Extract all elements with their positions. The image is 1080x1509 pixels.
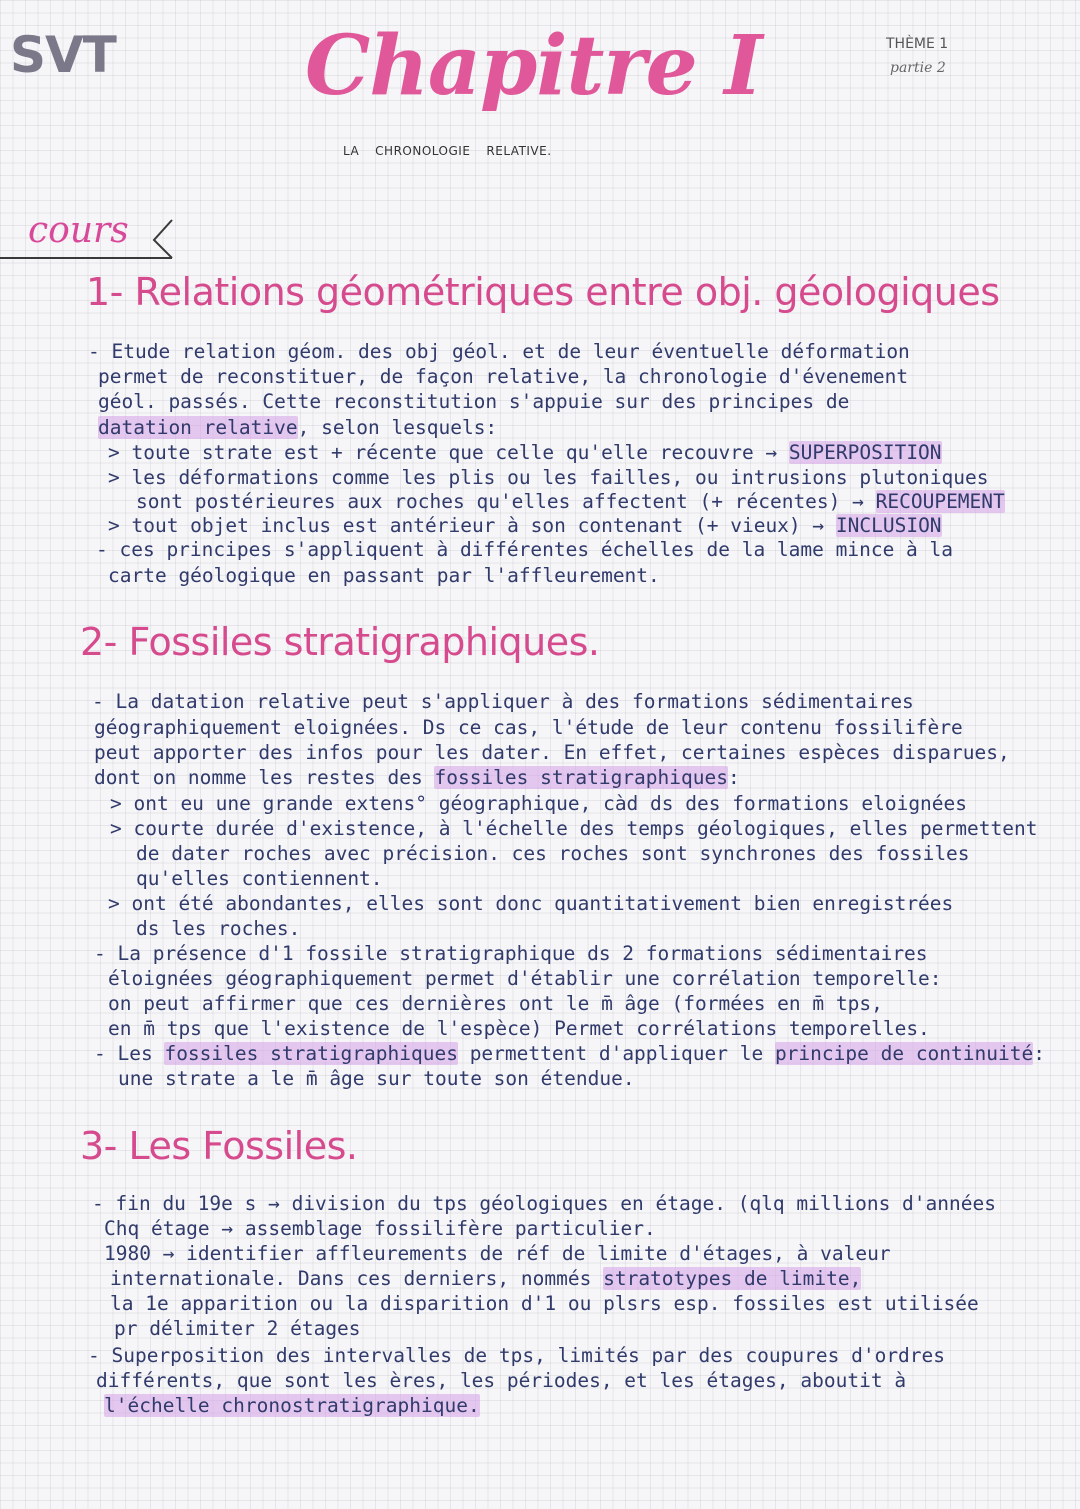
section-2-line [94, 766, 740, 790]
section-2-line: - La datation relative peut s'appliquer à des formations sédimentaires [92, 690, 914, 713]
section-2-line: de dater roches avec précision. ces roches sont synchrones des fossiles [136, 842, 970, 865]
subtitle-word: RELATIVE. [486, 144, 552, 158]
chapter-title: Chapitre I [305, 18, 762, 114]
text-fragment: : [727, 766, 740, 789]
subject-label: SVT [10, 26, 116, 84]
text-fragment: - Les [94, 1042, 165, 1065]
section-1-line [136, 490, 1005, 514]
section-1-line: permet de reconstituer, de façon relative, la chronologie d'évenement [98, 365, 909, 388]
text-fragment: > tout objet inclus est antérieur à son contenant (+ vieux) → [108, 514, 836, 537]
section-3-line: Chq étage → assemblage fossilifère particulier. [104, 1217, 656, 1240]
subtitle-word: CHRONOLOGIE [375, 144, 471, 158]
text-fragment: : [1033, 1042, 1045, 1065]
section-2-line: qu'elles contiennent. [136, 867, 383, 890]
section-2-line: peut apporter des infos pour les dater. En effet, certaines espèces disparues, [94, 741, 1010, 764]
cours-underline [0, 257, 172, 259]
highlight-fossiles-stratigraphiques: fossiles stratigraphiques [434, 766, 728, 789]
section-1-line: - Etude relation géom. des obj géol. et de leur éventuelle déformation [88, 340, 910, 363]
text-fragment: > toute strate est + récente que celle qu'elle recouvre → [108, 441, 789, 464]
highlight-inclusion: INCLUSION [835, 514, 942, 537]
section-2-line: > ont eu une grande extens° géographique, càd ds des formations eloignées [110, 792, 968, 815]
section-3-line [104, 1394, 480, 1418]
highlight-datation-relative: datation relative [98, 416, 298, 439]
section-2-line: éloignées géographiquement permet d'établir une corrélation temporelle: [108, 967, 942, 990]
section-3-line [110, 1267, 861, 1291]
section-2-line [94, 1042, 1045, 1066]
text-fragment: internationale. Dans ces derniers, nommés [110, 1267, 604, 1290]
theme-part-label: partie 2 [890, 60, 946, 76]
section-1-line: carte géologique en passant par l'affleurement. [108, 564, 660, 587]
section-3-title: 3- Les Fossiles. [80, 1124, 358, 1168]
section-1-line: > les déformations comme les plis ou les failles, ou intrusions plutoniques [108, 466, 989, 489]
theme-label: THÈME 1 [886, 36, 949, 52]
highlight-principe-continuite: principe de continuité [774, 1042, 1034, 1065]
section-3-line: pr délimiter 2 étages [114, 1317, 361, 1340]
section-1-line: géol. passés. Cette reconstitution s'appuie sur des principes de [98, 390, 850, 413]
text-fragment: permettent d'appliquer le [457, 1042, 775, 1065]
subtitle-word: LA [343, 144, 360, 158]
section-2-line: > courte durée d'existence, à l'échelle des temps géologiques, elles permettent [110, 817, 1038, 840]
text-fragment: , selon lesquels: [297, 416, 498, 439]
section-2-line: ds les roches. [136, 917, 301, 940]
section-3-line: - fin du 19e s → division du tps géologiques en étage. (qlq millions d'années [92, 1192, 996, 1215]
highlight-recoupement: RECOUPEMENT [875, 490, 1005, 513]
section-1-line [98, 416, 497, 440]
highlight-fossiles-stratigraphiques: fossiles stratigraphiques [164, 1042, 458, 1065]
section-2-line: en m̄ tps que l'existence de l'espèce) Permet corrélations temporelles. [108, 1017, 930, 1040]
section-2-line: - La présence d'1 fossile stratigraphique ds 2 formations sédimentaires [94, 942, 928, 965]
cours-label: cours [28, 210, 129, 251]
highlight-stratotypes: stratotypes de limite, [603, 1267, 862, 1290]
chapter-subtitle [343, 144, 568, 158]
text-fragment: sont postérieures aux roches qu'elles affectent (+ récentes) → [136, 490, 876, 513]
section-3-line: la 1e apparition ou la disparition d'1 ou plsrs esp. fossiles est utilisée [110, 1292, 979, 1315]
section-1-line [108, 441, 942, 465]
section-2-line: on peut affirmer que ces dernières ont le m̄ âge (formées en m̄ tps, [108, 992, 883, 1015]
section-1-title: 1- Relations géométriques entre obj. géologiques [86, 270, 1000, 314]
section-2-title: 2- Fossiles stratigraphiques. [80, 620, 600, 664]
section-2-line: > ont été abondantes, elles sont donc quantitativement bien enregistrées [108, 892, 954, 915]
section-1-line [108, 514, 942, 538]
section-3-line: 1980 → identifier affleurements de réf de limite d'étages, à valeur [104, 1242, 891, 1265]
section-3-line: différents, que sont les ères, les périodes, et les étages, aboutit à [96, 1369, 907, 1392]
section-2-line: une strate a le m̄ âge sur toute son étendue. [118, 1067, 635, 1090]
highlight-echelle-chronostratigraphique: l'échelle chronostratigraphique. [104, 1394, 480, 1417]
cours-bracket-icon [148, 218, 176, 260]
section-3-line: - Superposition des intervalles de tps, limités par des coupures d'ordres [88, 1344, 946, 1367]
text-fragment: dont on nomme les restes des [94, 766, 435, 789]
section-2-line: géographiquement eloignées. Ds ce cas, l'étude de leur contenu fossilifère [94, 716, 963, 739]
highlight-superposition: SUPERPOSITION [788, 441, 942, 464]
cours-heading [0, 208, 172, 260]
section-1-line: - ces principes s'appliquent à différentes échelles de la lame mince à la [96, 538, 954, 561]
